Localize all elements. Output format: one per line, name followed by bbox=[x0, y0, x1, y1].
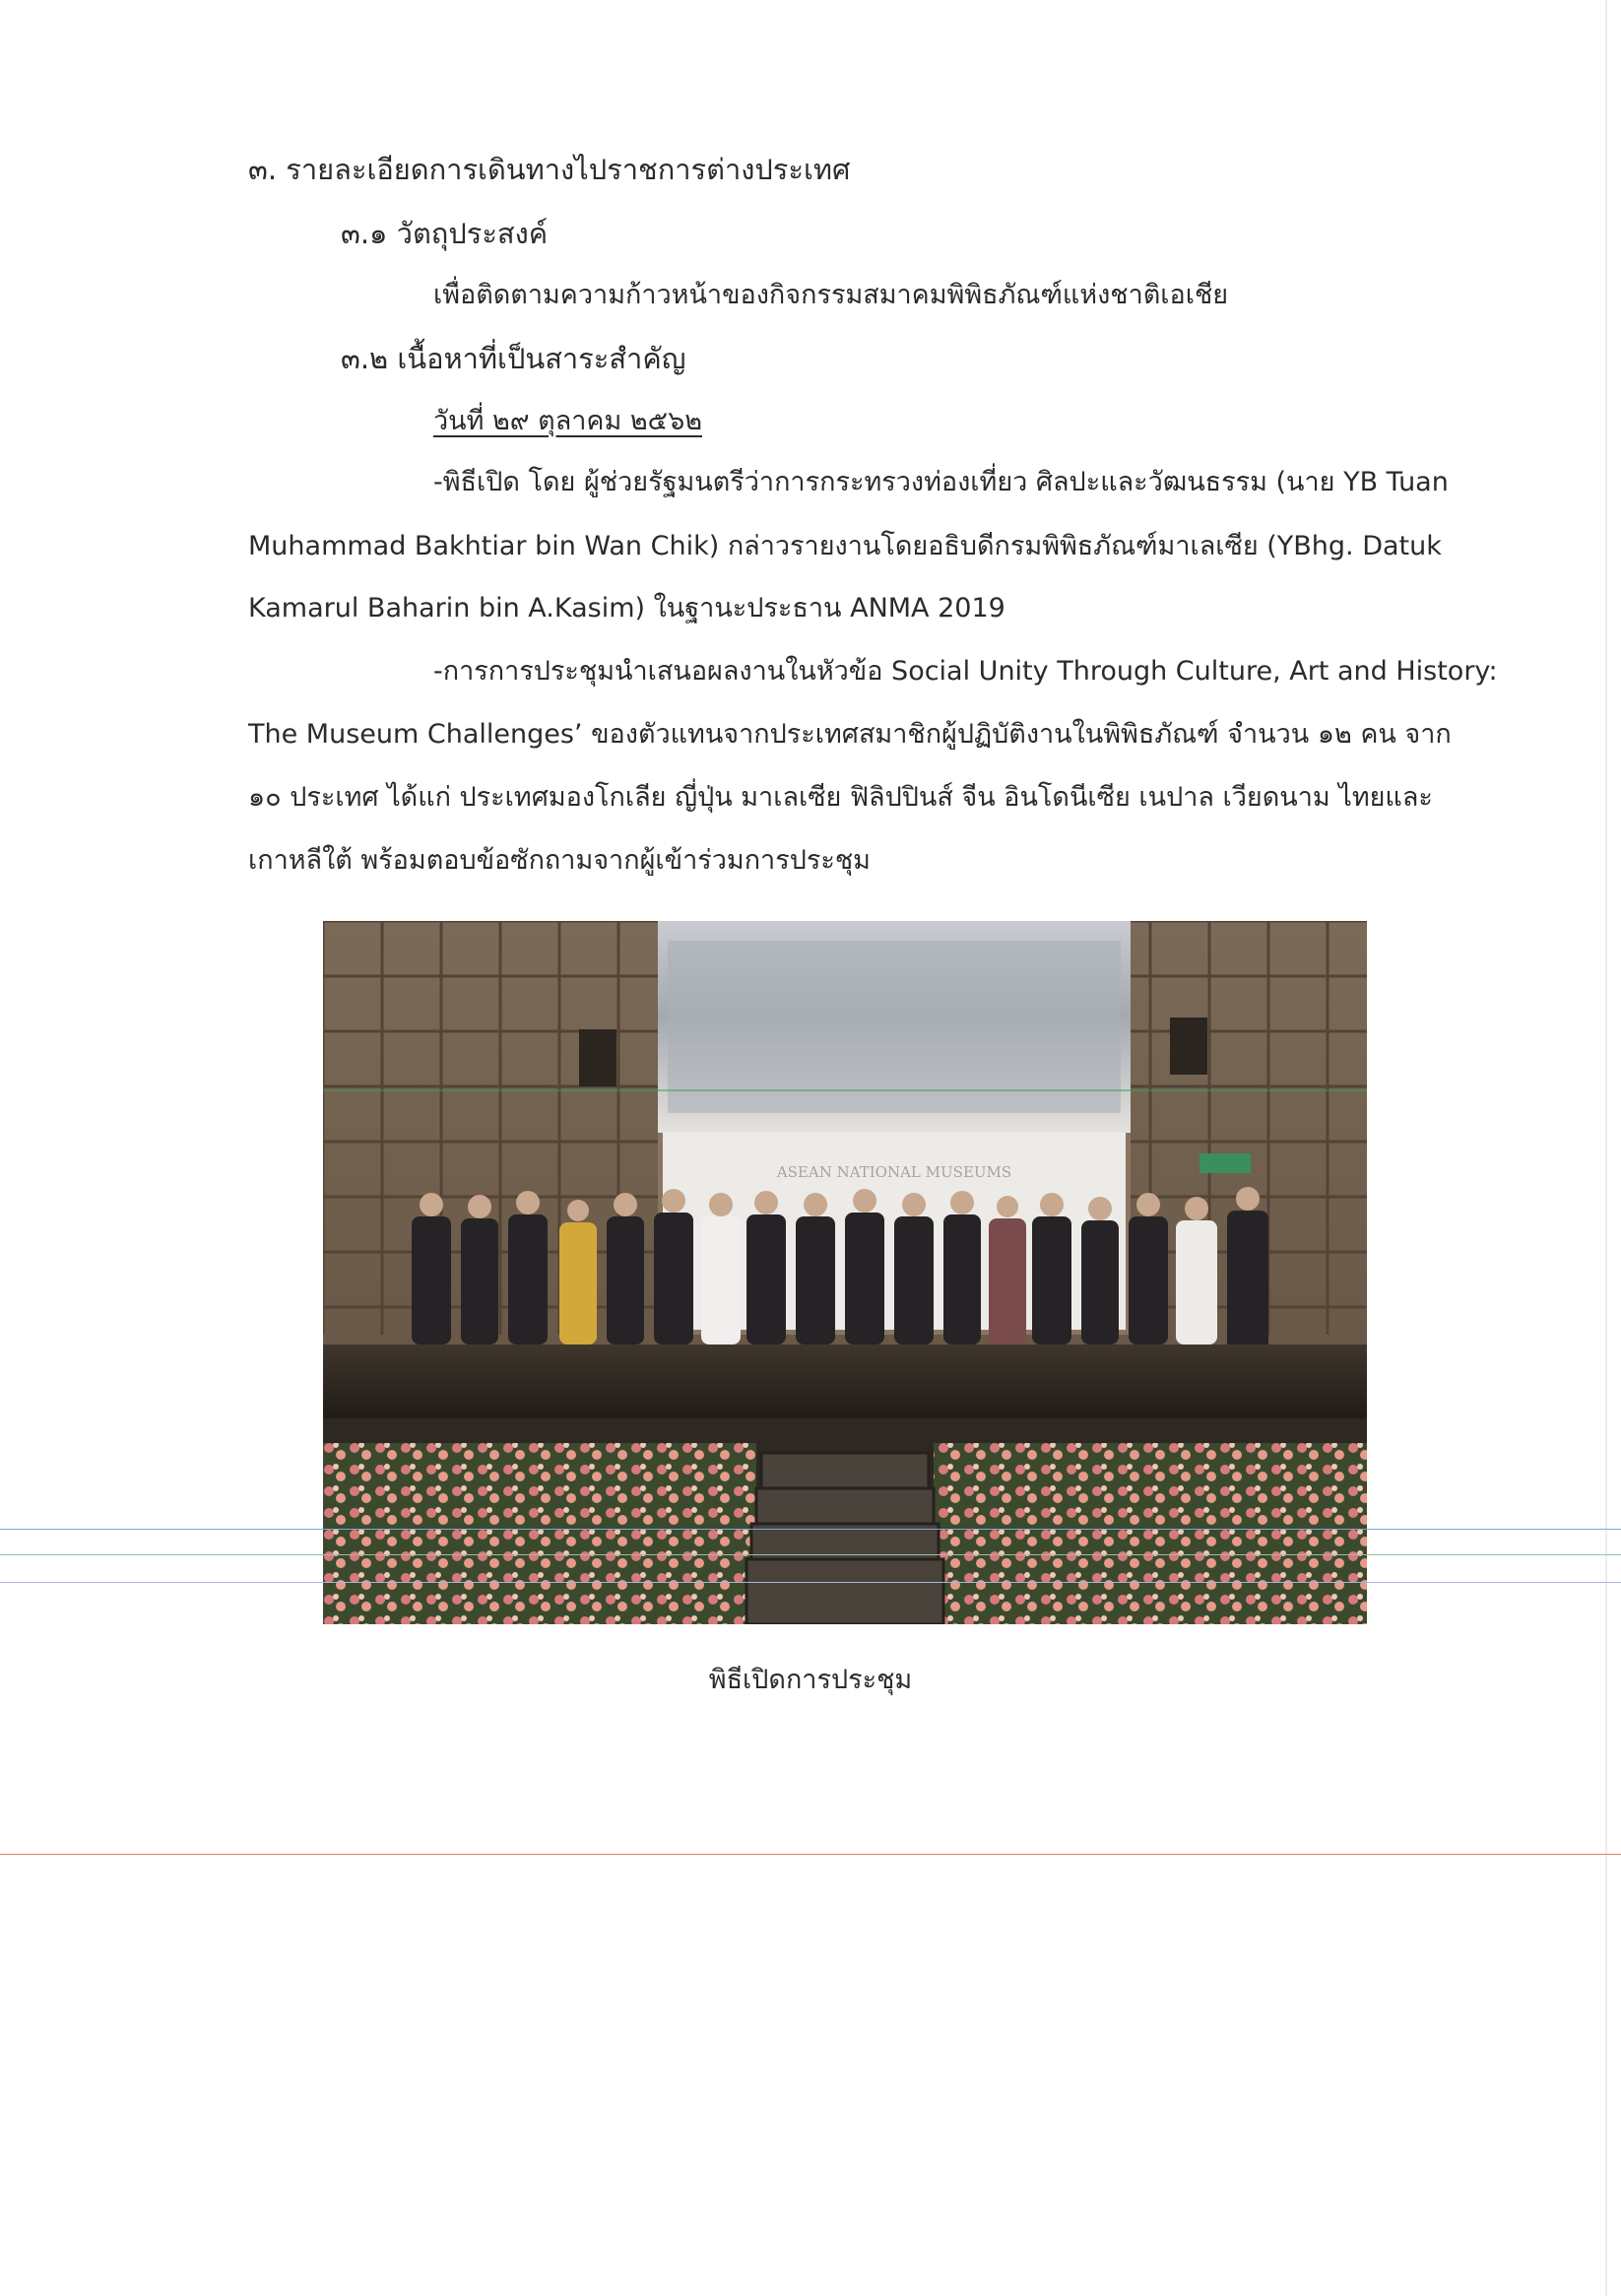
paragraph-2-line-3: ๑๐ ประเทศ ได้แก่ ประเทศมองโกเลีย ญี่ปุ่น มาเลเซีย ฟิลิปปินส์ จีน อินโดนีเซีย เนปาล เวียดนาม ไทยและ bbox=[248, 782, 1433, 813]
photo-caption: พิธีเปิดการประชุม bbox=[708, 1665, 913, 1695]
paragraph-2-line-2: The Museum Challenges’ ของตัวแทนจากประเทศสมาชิกผู้ปฏิบัติงานในพิพิธภัณฑ์ จำนวน ๑๒ คน จาก bbox=[248, 719, 1452, 750]
paragraph-2-line-1: -การการประชุมนำเสนอผลงานในหัวข้อ Social Unity Through Culture, Art and History: bbox=[433, 656, 1498, 687]
meeting-date: วันที่ ๒๙ ตุลาคม ๒๕๖๒ bbox=[433, 406, 703, 436]
objective-heading: ๓.๑ วัตถุประสงค์ bbox=[341, 217, 549, 250]
paragraph-1-line-3: Kamarul Baharin bin A.Kasim) ในฐานะประธาน ANMA 2019 bbox=[248, 593, 1005, 623]
paragraph-2-line-4: เกาหลีใต้ พร้อมตอบข้อซักถามจากผู้เข้าร่วมการประชุม bbox=[248, 845, 871, 876]
scan-line bbox=[0, 1854, 1621, 1855]
paragraph-1-line-1: -พิธีเปิด โดย ผู้ช่วยรัฐมนตรีว่าการกระทรวงท่องเที่ยว ศิลปะและวัฒนธรรม (นาย YB Tuan bbox=[433, 467, 1449, 497]
scan-line bbox=[0, 1582, 1621, 1583]
paragraph-1-line-2: Muhammad Bakhtiar bin Wan Chik) กล่าวรายงานโดยอธิบดีกรมพิพิธภัณฑ์มาเลเซีย (YBhg. Datuk bbox=[248, 531, 1442, 561]
scan-line bbox=[0, 1554, 1621, 1555]
scan-line bbox=[0, 1529, 1621, 1530]
section-heading: ๓. รายละเอียดการเดินทางไปราชการต่างประเทศ bbox=[248, 153, 851, 186]
objective-text: เพื่อติดตามความก้าวหน้าของกิจกรรมสมาคมพิพิธภัณฑ์แห่งชาติเอเชีย bbox=[433, 280, 1229, 310]
opening-ceremony-photo bbox=[323, 921, 1367, 1624]
screen-text: ASEAN NATIONAL MUSEUMS bbox=[776, 1163, 1012, 1181]
content-heading: ๓.๒ เนื้อหาที่เป็นสาระสำคัญ bbox=[341, 342, 686, 375]
scan-right-edge bbox=[1605, 0, 1607, 2296]
